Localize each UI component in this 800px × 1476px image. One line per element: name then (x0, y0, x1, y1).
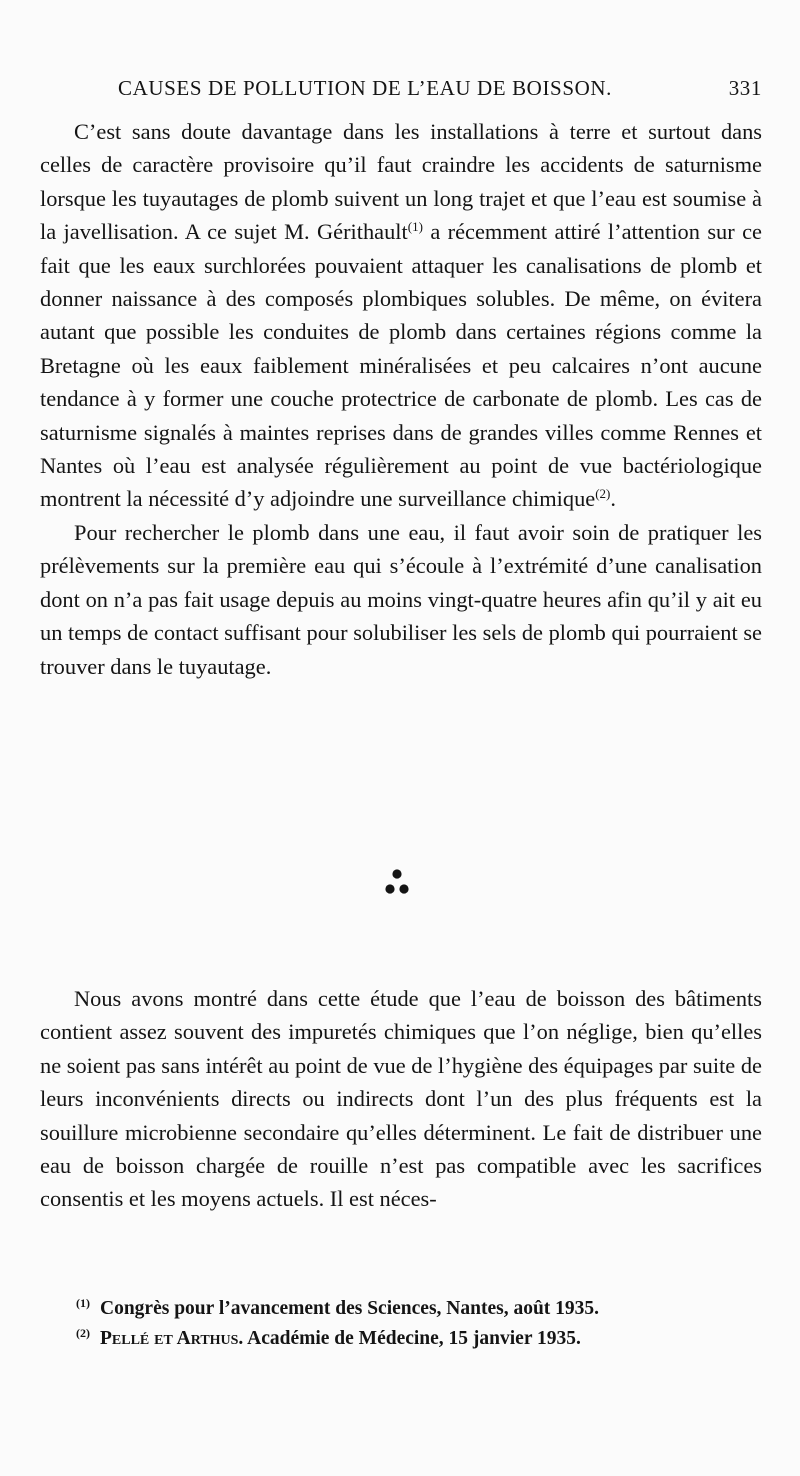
main-text-lower (40, 982, 762, 1216)
paragraph-text: a récemment attiré l’attention sur ce fait que les eaux surchlorées pouvaient attaquer les canalisations de plomb et donner naissance à des composés plombiques solubles. De même, on évitera autant que possible les conduites de plomb dans certaines régions comme la Bretagne où les eaux faiblement minéralisées et peu calcaires n’ont aucune tendance à y former une couche protectrice de carbonate de plomb. Les cas de saturnisme signalés à maintes reprises dans de grandes villes comme Rennes et Nantes où l’eau est analysée régulièrement au point de vue bactériologique montrent la nécessité d’y adjoindre une surveillance chimique (40, 219, 762, 512)
footnotes (76, 1294, 776, 1354)
asterism-separator (375, 862, 425, 912)
paragraph-conclusion: Nous avons montré dans cette étude que l’eau de boisson des bâtiments contient assez souvent des impuretés chimiques que l’on néglige, bien qu’elles ne soient pas sans intérêt au point de vue de l’hygiène des équipages par suite de leurs inconvénients directs ou indirects dont l’un des plus fréquents est la souillure microbienne secondaire qu’elles déterminent. Le fait de distribuer une eau de boisson chargée de rouille n’est pas compatible avec les sacrifices consentis et les moyens actuels. Il est néces- (40, 986, 762, 1212)
main-text-upper (40, 115, 762, 683)
footnote-reference-2: (2) (595, 486, 611, 502)
footnote-text: Académie de Médecine, 15 janvier 1935. (243, 1328, 581, 1349)
footnote-mark: (2) (76, 1326, 90, 1340)
footnote-text: Congrès pour l’avancement des Sciences, Nantes, août 1935. (100, 1298, 600, 1319)
footnote-authors: Pellé et Arthus. (100, 1328, 244, 1349)
asterism-dot-top (392, 869, 401, 878)
footnote-mark: (1) (76, 1296, 90, 1310)
paragraph-saturnisme (40, 115, 762, 516)
asterism-dot-right (399, 884, 408, 893)
footnote-reference-1: (1) (407, 219, 423, 235)
running-head (40, 70, 762, 104)
asterism-dot-left (385, 884, 394, 893)
footnote-1 (76, 1294, 776, 1324)
paragraph-text: C’est sans doute davantage dans les installations à terre et surtout dans celles de caractère provisoire qu’il faut craindre les accidents de saturnisme lorsque les tuyautages de plomb suivent un long trajet et que l’eau est soumise à la javellisation. A ce sujet M. Gérithault (40, 119, 762, 245)
paragraph-recherche-plomb: Pour rechercher le plomb dans une eau, il faut avoir soin de pratiquer les prélèvements sur la première eau qui s’écoule à l’extrémité d’une canalisation dont on n’a pas fait usage depuis au moins vingt-quatre heures afin qu’il y ait eu un temps de contact suffisant pour solubiliser les sels de plomb qui pourraient se trouver dans le tuyautage. (40, 519, 762, 679)
paragraph-text: . (610, 486, 616, 512)
page-number: 331 (728, 76, 762, 100)
running-title: CAUSES DE POLLUTION DE L’EAU DE BOISSON. (118, 76, 612, 100)
footnote-2 (76, 1324, 776, 1354)
